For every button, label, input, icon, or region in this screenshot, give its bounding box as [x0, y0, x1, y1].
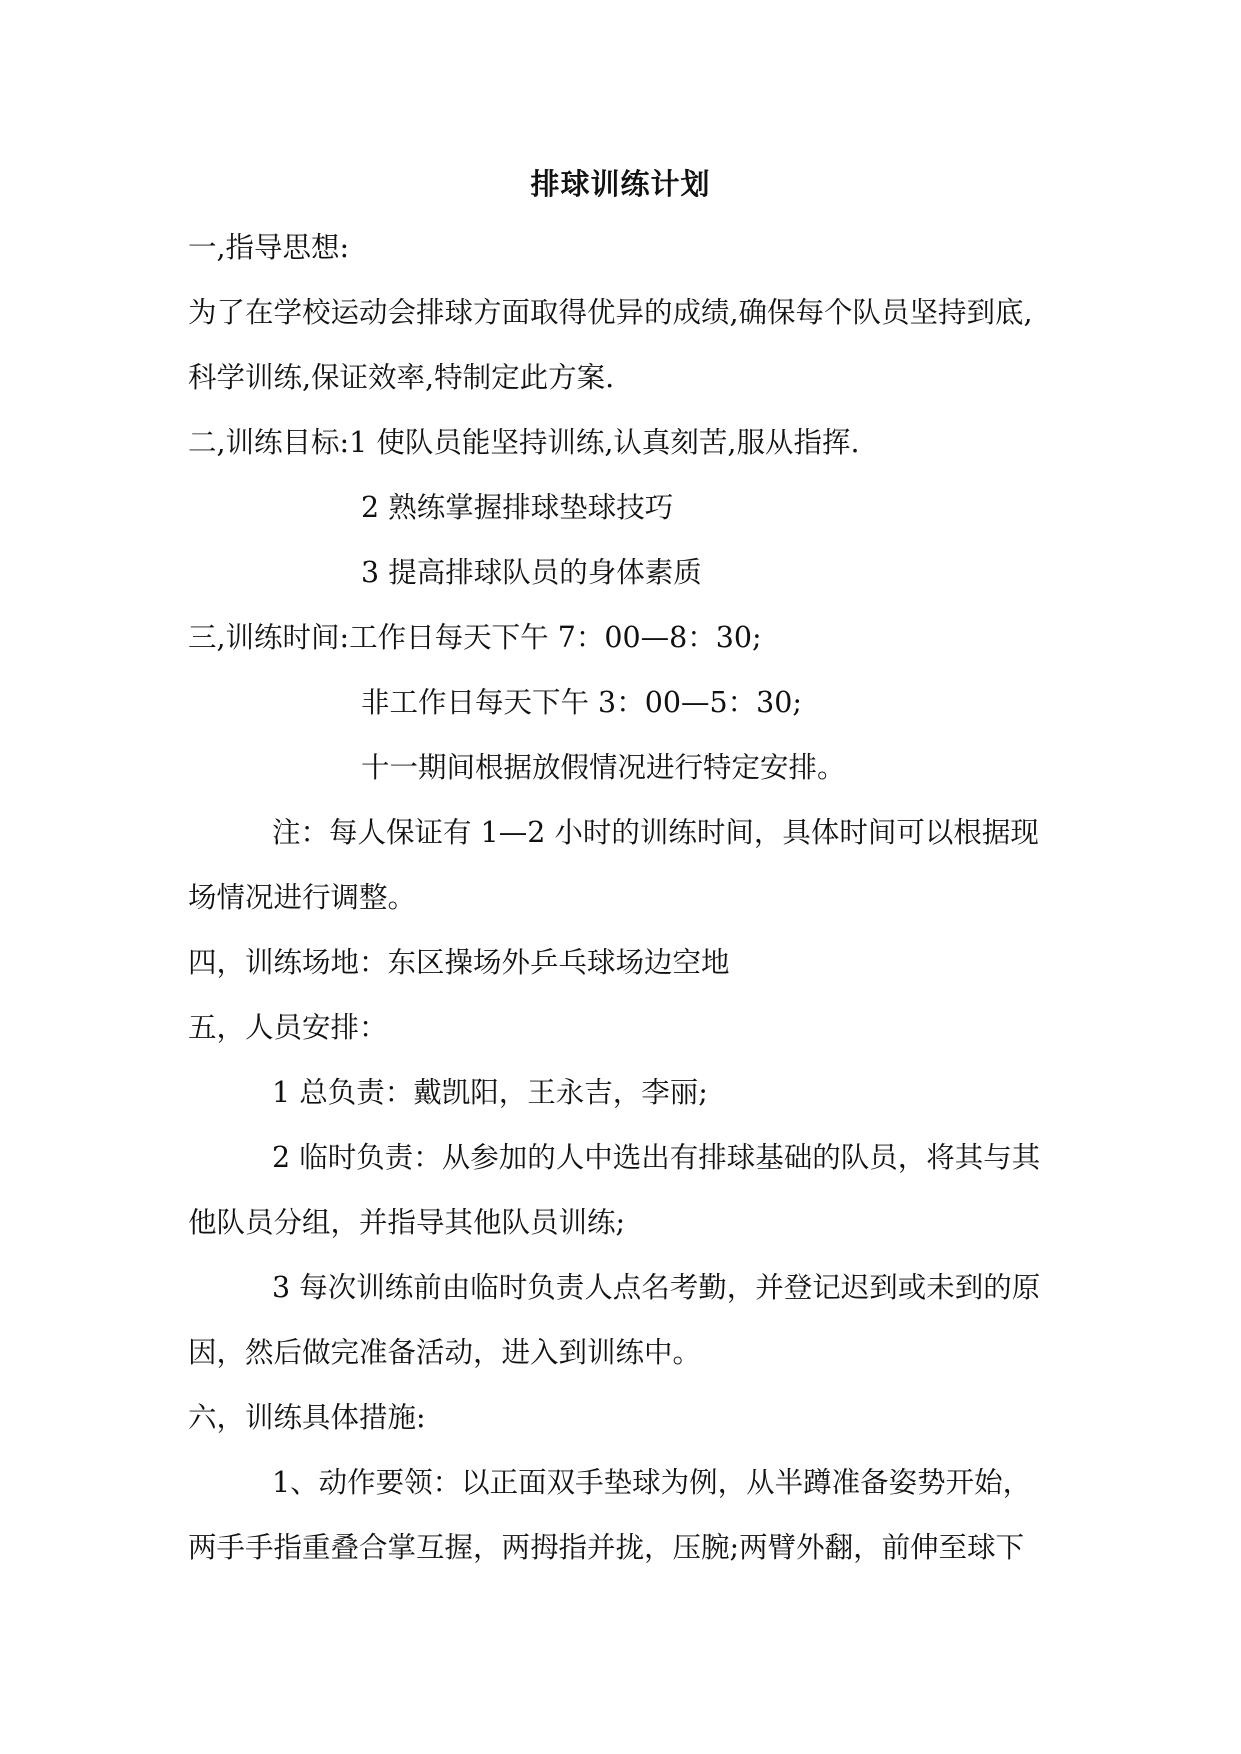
note-line: 注：每人保证有 1—2 小时的训练时间，具体时间可以根据现 — [272, 816, 1039, 849]
list-item: 3 提高排球队员的身体素质 — [361, 556, 702, 589]
paragraph-line: 为了在学校运动会排球方面取得优异的成绩,确保每个队员坚持到底, — [188, 296, 1033, 329]
list-item: 1 总负责：戴凯阳，王永吉，李丽; — [272, 1076, 708, 1109]
document-title: 排球训练计划 — [530, 167, 711, 201]
note-line: 场情况进行调整。 — [188, 881, 417, 914]
section-heading-guiding-ideology: 一,指导思想: — [188, 231, 350, 264]
section-heading-training-measures: 六，训练具体措施: — [188, 1401, 426, 1434]
section-heading-training-time: 三,训练时间:工作日每天下午 7：00—8：30; — [188, 621, 762, 654]
paragraph-line: 因，然后做完准备活动，进入到训练中。 — [188, 1336, 702, 1369]
section-heading-training-venue: 四，训练场地：东区操场外乒乓球场边空地 — [188, 946, 730, 979]
list-item: 2 临时负责：从参加的人中选出有排球基础的队员，将其与其 — [272, 1141, 1041, 1174]
paragraph-line: 两手手指重叠合掌互握，两拇指并拢，压腕;两臂外翻，前伸至球下 — [188, 1531, 1025, 1564]
paragraph-line: 科学训练,保证效率,特制定此方案. — [188, 361, 615, 394]
section-heading-training-goals: 二,训练目标:1 使队员能坚持训练,认真刻苦,服从指挥. — [188, 426, 860, 459]
paragraph-line: 他队员分组，并指导其他队员训练; — [188, 1206, 626, 1239]
section-heading-staffing: 五，人员安排： — [188, 1011, 388, 1044]
list-item: 1、动作要领：以正面双手垫球为例，从半蹲准备姿势开始， — [272, 1466, 1032, 1499]
list-item: 2 熟练掌握排球垫球技巧 — [361, 491, 674, 524]
list-item: 非工作日每天下午 3：00—5：30; — [361, 686, 802, 719]
list-item: 3 每次训练前由临时负责人点名考勤，并登记迟到或未到的原 — [272, 1271, 1041, 1304]
list-item: 十一期间根据放假情况进行特定安排。 — [361, 751, 846, 784]
